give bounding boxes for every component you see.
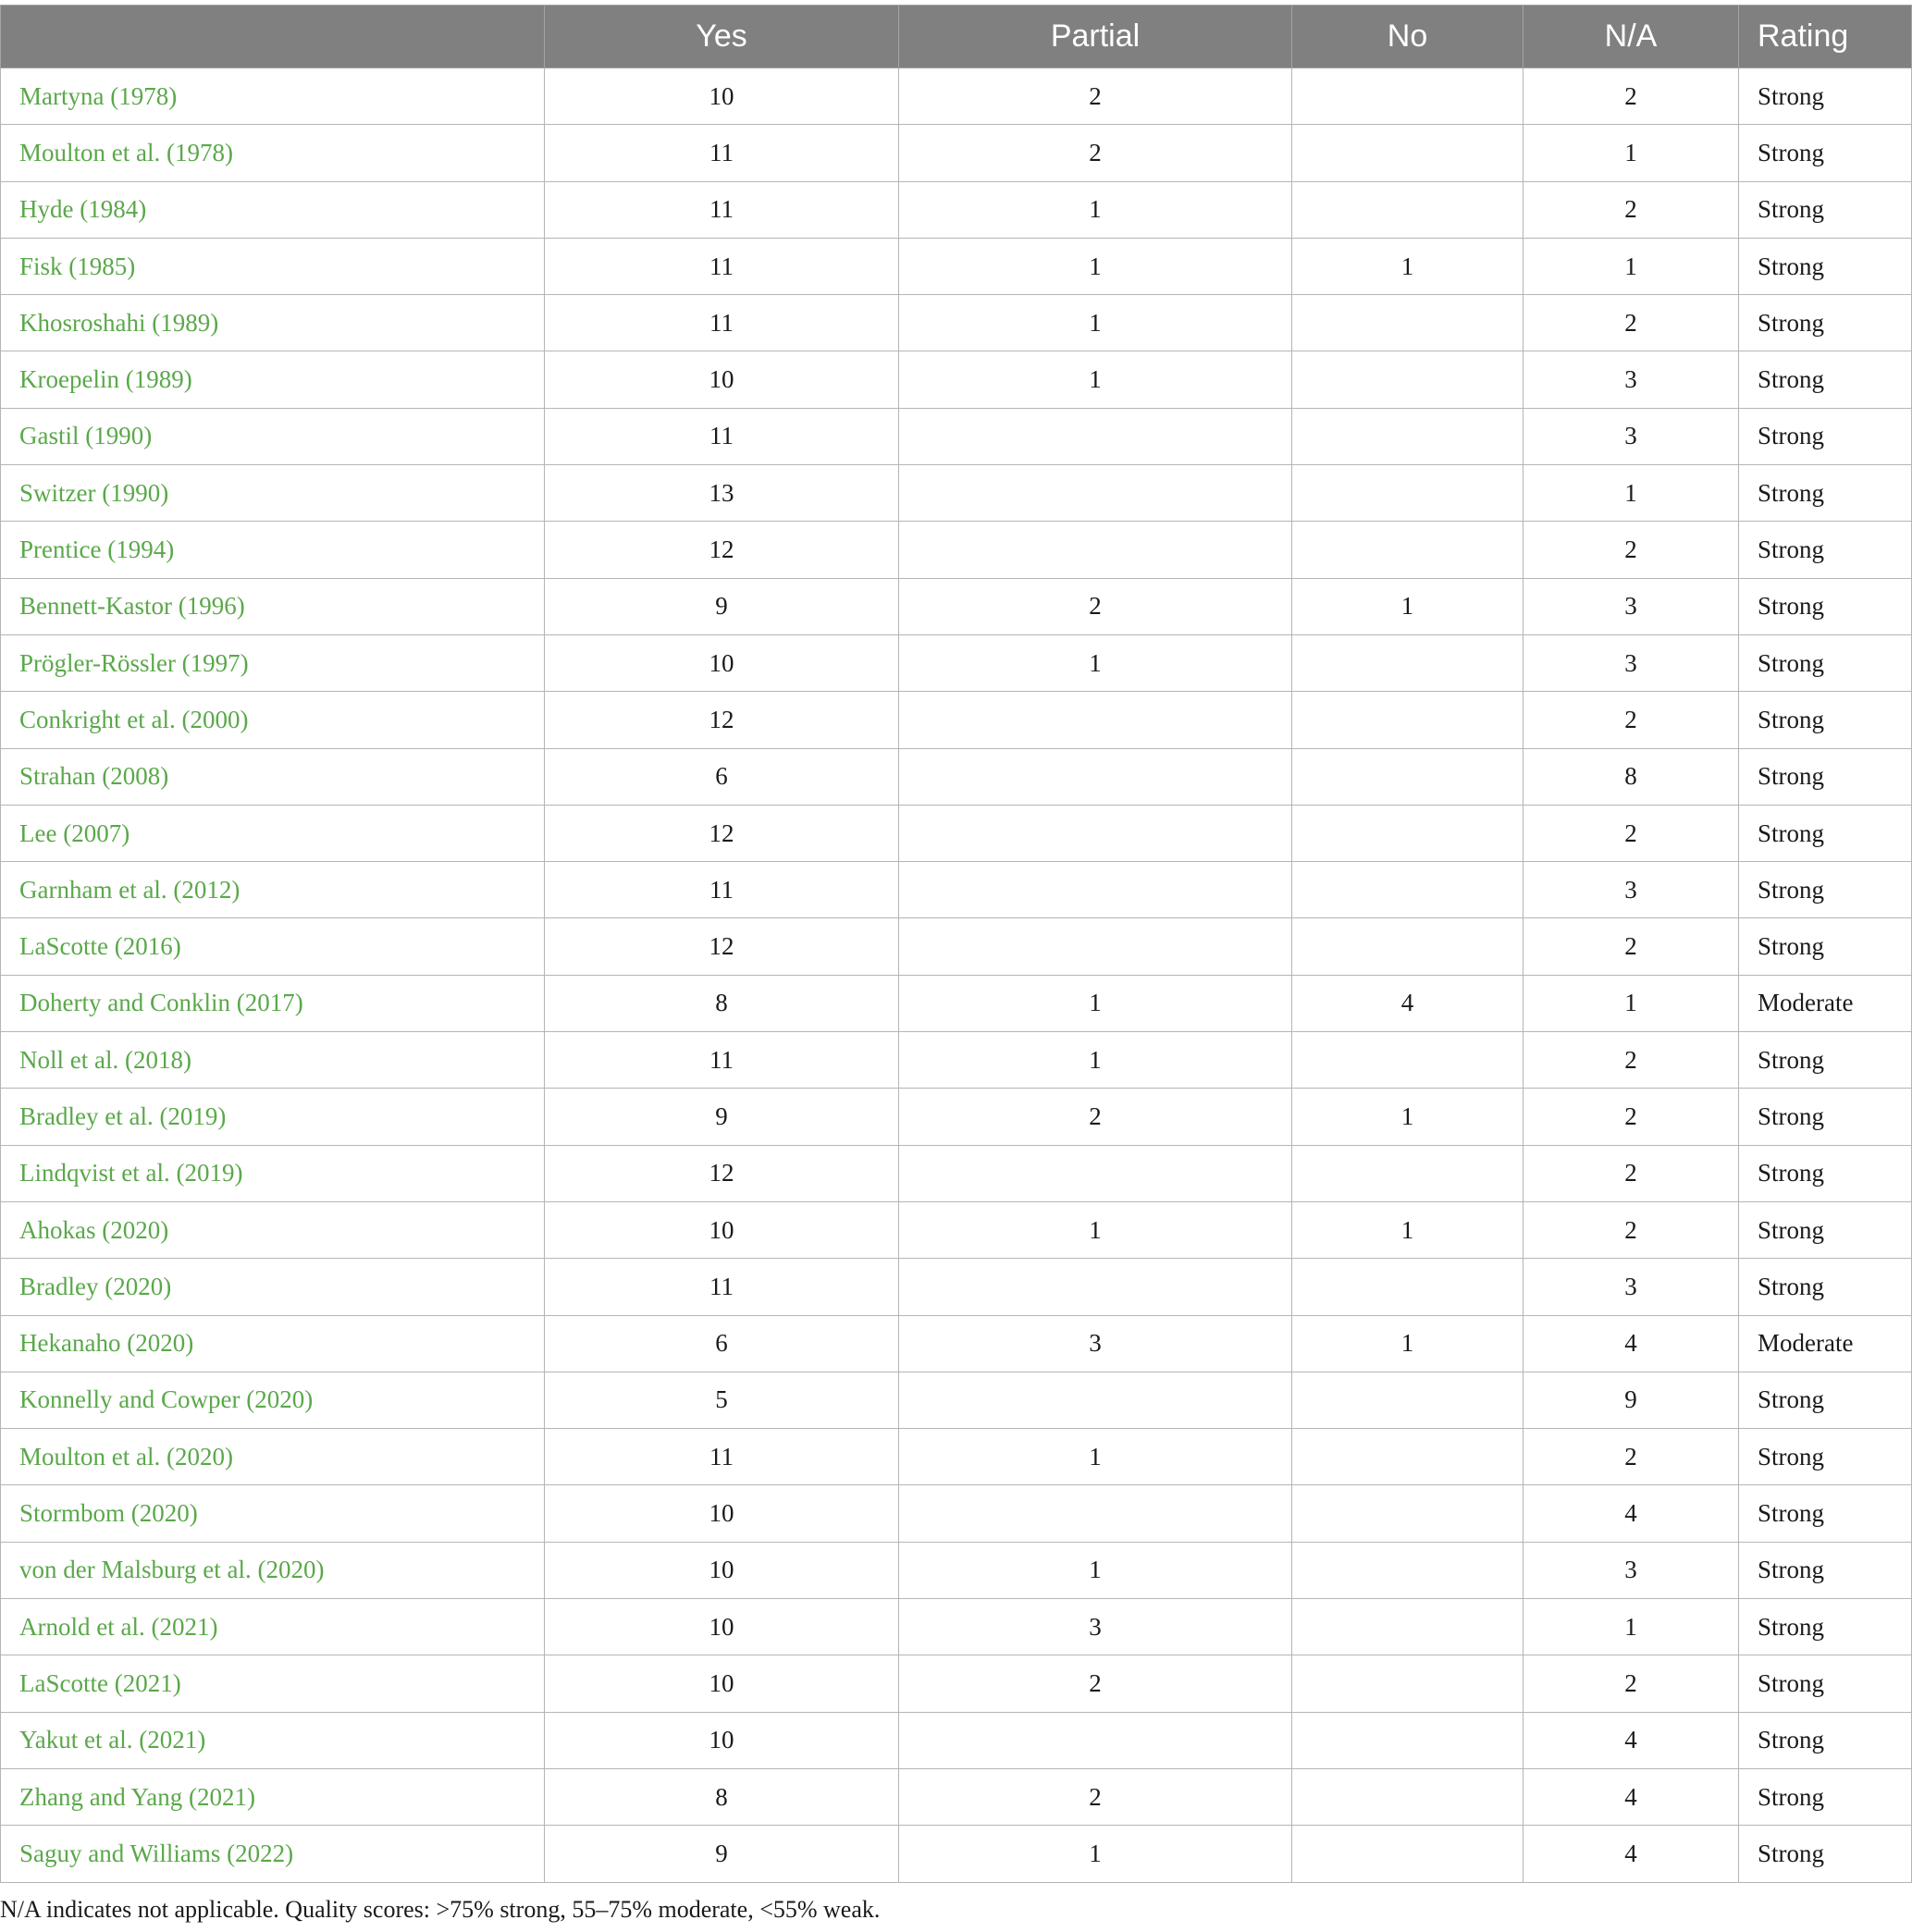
partial-count: 1 bbox=[899, 634, 1292, 691]
no-count bbox=[1292, 918, 1523, 975]
study-link[interactable]: Bradley et al. (2019) bbox=[1, 1089, 545, 1145]
table-row bbox=[1, 465, 1912, 522]
study-link[interactable]: Prentice (1994) bbox=[1, 522, 545, 578]
table-header bbox=[1, 6, 1912, 68]
rating-value: Strong bbox=[1739, 748, 1912, 805]
yes-count: 11 bbox=[545, 295, 899, 351]
na-count: 1 bbox=[1523, 238, 1739, 294]
study-link[interactable]: Kroepelin (1989) bbox=[1, 351, 545, 408]
rating-value: Strong bbox=[1739, 351, 1912, 408]
yes-count: 11 bbox=[545, 862, 899, 918]
partial-count: 1 bbox=[899, 295, 1292, 351]
partial-count: 1 bbox=[899, 975, 1292, 1031]
no-count: 1 bbox=[1292, 578, 1523, 634]
study-link[interactable]: Arnold et al. (2021) bbox=[1, 1599, 545, 1655]
partial-count: 2 bbox=[899, 125, 1292, 181]
no-count bbox=[1292, 1259, 1523, 1315]
rating-value: Strong bbox=[1739, 295, 1912, 351]
na-count: 2 bbox=[1523, 68, 1739, 125]
study-link[interactable]: Prögler-Rössler (1997) bbox=[1, 634, 545, 691]
yes-count: 11 bbox=[545, 408, 899, 464]
table-row bbox=[1, 862, 1912, 918]
table-row bbox=[1, 125, 1912, 181]
partial-count: 1 bbox=[899, 351, 1292, 408]
no-count bbox=[1292, 295, 1523, 351]
no-count bbox=[1292, 1768, 1523, 1825]
partial-count bbox=[899, 692, 1292, 748]
partial-count: 2 bbox=[899, 1768, 1292, 1825]
no-count: 1 bbox=[1292, 1201, 1523, 1258]
table-row bbox=[1, 805, 1912, 861]
header-no: No bbox=[1292, 6, 1523, 68]
na-count: 2 bbox=[1523, 1089, 1739, 1145]
rating-value: Strong bbox=[1739, 1712, 1912, 1768]
study-link[interactable]: Martyna (1978) bbox=[1, 68, 545, 125]
yes-count: 10 bbox=[545, 1599, 899, 1655]
na-count: 2 bbox=[1523, 1032, 1739, 1089]
yes-count: 10 bbox=[545, 1201, 899, 1258]
table-row bbox=[1, 578, 1912, 634]
rating-value: Strong bbox=[1739, 805, 1912, 861]
no-count bbox=[1292, 1542, 1523, 1598]
yes-count: 5 bbox=[545, 1372, 899, 1428]
no-count bbox=[1292, 522, 1523, 578]
rating-value: Strong bbox=[1739, 862, 1912, 918]
yes-count: 10 bbox=[545, 1542, 899, 1598]
rating-value: Strong bbox=[1739, 634, 1912, 691]
rating-value: Moderate bbox=[1739, 975, 1912, 1031]
rating-value: Strong bbox=[1739, 578, 1912, 634]
study-link[interactable]: Bradley (2020) bbox=[1, 1259, 545, 1315]
study-link[interactable]: Strahan (2008) bbox=[1, 748, 545, 805]
no-count bbox=[1292, 68, 1523, 125]
rating-value: Strong bbox=[1739, 238, 1912, 294]
table-row bbox=[1, 68, 1912, 125]
na-count: 3 bbox=[1523, 1259, 1739, 1315]
quality-assessment-table bbox=[0, 5, 1912, 1883]
partial-count: 2 bbox=[899, 1655, 1292, 1712]
partial-count bbox=[899, 1372, 1292, 1428]
study-link[interactable]: Switzer (1990) bbox=[1, 465, 545, 522]
table-row bbox=[1, 1542, 1912, 1598]
no-count: 1 bbox=[1292, 1089, 1523, 1145]
study-link[interactable]: Yakut et al. (2021) bbox=[1, 1712, 545, 1768]
yes-count: 12 bbox=[545, 918, 899, 975]
na-count: 2 bbox=[1523, 1145, 1739, 1201]
na-count: 3 bbox=[1523, 862, 1739, 918]
na-count: 1 bbox=[1523, 465, 1739, 522]
na-count: 4 bbox=[1523, 1826, 1739, 1882]
yes-count: 6 bbox=[545, 748, 899, 805]
yes-count: 11 bbox=[545, 238, 899, 294]
study-link[interactable]: LaScotte (2021) bbox=[1, 1655, 545, 1712]
table-row bbox=[1, 1145, 1912, 1201]
header-rating: Rating bbox=[1739, 6, 1912, 68]
rating-value: Strong bbox=[1739, 1485, 1912, 1542]
yes-count: 10 bbox=[545, 1655, 899, 1712]
study-link[interactable]: Hekanaho (2020) bbox=[1, 1315, 545, 1372]
study-link[interactable]: Garnham et al. (2012) bbox=[1, 862, 545, 918]
partial-count bbox=[899, 408, 1292, 464]
yes-count: 10 bbox=[545, 634, 899, 691]
yes-count: 8 bbox=[545, 975, 899, 1031]
na-count: 2 bbox=[1523, 1655, 1739, 1712]
yes-count: 11 bbox=[545, 125, 899, 181]
table-row bbox=[1, 692, 1912, 748]
table-body bbox=[1, 68, 1912, 1883]
partial-count: 1 bbox=[899, 1032, 1292, 1089]
na-count: 9 bbox=[1523, 1372, 1739, 1428]
study-link[interactable]: Konnelly and Cowper (2020) bbox=[1, 1372, 545, 1428]
no-count bbox=[1292, 1712, 1523, 1768]
no-count bbox=[1292, 1485, 1523, 1542]
no-count bbox=[1292, 1655, 1523, 1712]
no-count bbox=[1292, 1145, 1523, 1201]
partial-count: 1 bbox=[899, 1542, 1292, 1598]
study-link[interactable]: Zhang and Yang (2021) bbox=[1, 1768, 545, 1825]
rating-value: Strong bbox=[1739, 1542, 1912, 1598]
no-count bbox=[1292, 1826, 1523, 1882]
no-count: 1 bbox=[1292, 1315, 1523, 1372]
table-row bbox=[1, 1372, 1912, 1428]
table-row bbox=[1, 351, 1912, 408]
rating-value: Strong bbox=[1739, 918, 1912, 975]
partial-count: 2 bbox=[899, 578, 1292, 634]
table-row bbox=[1, 522, 1912, 578]
yes-count: 12 bbox=[545, 522, 899, 578]
no-count bbox=[1292, 465, 1523, 522]
table-row bbox=[1, 1655, 1912, 1712]
rating-value: Strong bbox=[1739, 1145, 1912, 1201]
yes-count: 12 bbox=[545, 805, 899, 861]
study-link[interactable]: Fisk (1985) bbox=[1, 238, 545, 294]
study-link[interactable]: Moulton et al. (2020) bbox=[1, 1429, 545, 1485]
no-count bbox=[1292, 805, 1523, 861]
partial-count bbox=[899, 1145, 1292, 1201]
study-link[interactable]: Saguy and Williams (2022) bbox=[1, 1826, 545, 1882]
rating-value: Strong bbox=[1739, 408, 1912, 464]
na-count: 4 bbox=[1523, 1712, 1739, 1768]
yes-count: 10 bbox=[545, 351, 899, 408]
na-count: 2 bbox=[1523, 805, 1739, 861]
study-link[interactable]: Lee (2007) bbox=[1, 805, 545, 861]
rating-value: Strong bbox=[1739, 68, 1912, 125]
no-count bbox=[1292, 1599, 1523, 1655]
table-row bbox=[1, 1599, 1912, 1655]
study-link[interactable]: Hyde (1984) bbox=[1, 181, 545, 238]
study-link[interactable]: Bennett-Kastor (1996) bbox=[1, 578, 545, 634]
table-row bbox=[1, 408, 1912, 464]
no-count bbox=[1292, 692, 1523, 748]
partial-count bbox=[899, 918, 1292, 975]
study-link[interactable]: Moulton et al. (1978) bbox=[1, 125, 545, 181]
header-row bbox=[1, 6, 1912, 68]
no-count bbox=[1292, 862, 1523, 918]
no-count bbox=[1292, 125, 1523, 181]
partial-count: 2 bbox=[899, 1089, 1292, 1145]
partial-count bbox=[899, 1485, 1292, 1542]
rating-value: Strong bbox=[1739, 125, 1912, 181]
partial-count: 1 bbox=[899, 238, 1292, 294]
header-na: N/A bbox=[1523, 6, 1739, 68]
no-count bbox=[1292, 634, 1523, 691]
yes-count: 9 bbox=[545, 1826, 899, 1882]
yes-count: 12 bbox=[545, 692, 899, 748]
na-count: 1 bbox=[1523, 125, 1739, 181]
table-row bbox=[1, 1315, 1912, 1372]
partial-count bbox=[899, 1712, 1292, 1768]
yes-count: 10 bbox=[545, 1485, 899, 1542]
table-row bbox=[1, 1485, 1912, 1542]
no-count bbox=[1292, 748, 1523, 805]
no-count: 4 bbox=[1292, 975, 1523, 1031]
table-row bbox=[1, 1826, 1912, 1882]
table-row bbox=[1, 238, 1912, 294]
na-count: 1 bbox=[1523, 975, 1739, 1031]
na-count: 2 bbox=[1523, 918, 1739, 975]
na-count: 3 bbox=[1523, 578, 1739, 634]
partial-count: 1 bbox=[899, 1201, 1292, 1258]
yes-count: 6 bbox=[545, 1315, 899, 1372]
na-count: 2 bbox=[1523, 181, 1739, 238]
table-row bbox=[1, 1201, 1912, 1258]
rating-value: Strong bbox=[1739, 465, 1912, 522]
study-link[interactable]: Noll et al. (2018) bbox=[1, 1032, 545, 1089]
na-count: 4 bbox=[1523, 1315, 1739, 1372]
na-count: 1 bbox=[1523, 1599, 1739, 1655]
na-count: 3 bbox=[1523, 408, 1739, 464]
table-row bbox=[1, 1259, 1912, 1315]
study-link[interactable]: Lindqvist et al. (2019) bbox=[1, 1145, 545, 1201]
yes-count: 10 bbox=[545, 1712, 899, 1768]
rating-value: Strong bbox=[1739, 1599, 1912, 1655]
table-row bbox=[1, 1032, 1912, 1089]
na-count: 2 bbox=[1523, 522, 1739, 578]
partial-count bbox=[899, 465, 1292, 522]
study-link[interactable]: von der Malsburg et al. (2020) bbox=[1, 1542, 545, 1598]
study-link[interactable]: LaScotte (2016) bbox=[1, 918, 545, 975]
table-row bbox=[1, 1712, 1912, 1768]
rating-value: Strong bbox=[1739, 1429, 1912, 1485]
no-count bbox=[1292, 1032, 1523, 1089]
study-link[interactable]: Doherty and Conklin (2017) bbox=[1, 975, 545, 1031]
no-count bbox=[1292, 1429, 1523, 1485]
table-row bbox=[1, 181, 1912, 238]
partial-count bbox=[899, 748, 1292, 805]
study-link[interactable]: Khosroshahi (1989) bbox=[1, 295, 545, 351]
no-count bbox=[1292, 408, 1523, 464]
rating-value: Strong bbox=[1739, 1089, 1912, 1145]
no-count bbox=[1292, 181, 1523, 238]
yes-count: 9 bbox=[545, 578, 899, 634]
partial-count bbox=[899, 522, 1292, 578]
partial-count: 1 bbox=[899, 181, 1292, 238]
study-link[interactable]: Conkright et al. (2000) bbox=[1, 692, 545, 748]
header-study bbox=[1, 6, 545, 68]
partial-count: 1 bbox=[899, 1429, 1292, 1485]
study-link[interactable]: Ahokas (2020) bbox=[1, 1201, 545, 1258]
partial-count: 1 bbox=[899, 1826, 1292, 1882]
yes-count: 12 bbox=[545, 1145, 899, 1201]
partial-count bbox=[899, 862, 1292, 918]
rating-value: Strong bbox=[1739, 1655, 1912, 1712]
na-count: 3 bbox=[1523, 1542, 1739, 1598]
table-row bbox=[1, 1089, 1912, 1145]
rating-value: Strong bbox=[1739, 1259, 1912, 1315]
yes-count: 9 bbox=[545, 1089, 899, 1145]
na-count: 8 bbox=[1523, 748, 1739, 805]
yes-count: 8 bbox=[545, 1768, 899, 1825]
study-link[interactable]: Stormbom (2020) bbox=[1, 1485, 545, 1542]
rating-value: Strong bbox=[1739, 692, 1912, 748]
na-count: 3 bbox=[1523, 351, 1739, 408]
yes-count: 11 bbox=[545, 1032, 899, 1089]
na-count: 4 bbox=[1523, 1485, 1739, 1542]
rating-value: Strong bbox=[1739, 1201, 1912, 1258]
yes-count: 11 bbox=[545, 181, 899, 238]
header-yes: Yes bbox=[545, 6, 899, 68]
yes-count: 11 bbox=[545, 1259, 899, 1315]
na-count: 2 bbox=[1523, 1201, 1739, 1258]
rating-value: Strong bbox=[1739, 1826, 1912, 1882]
partial-count bbox=[899, 1259, 1292, 1315]
rating-value: Strong bbox=[1739, 1372, 1912, 1428]
rating-value: Strong bbox=[1739, 522, 1912, 578]
table-row bbox=[1, 634, 1912, 691]
table-row bbox=[1, 295, 1912, 351]
na-count: 3 bbox=[1523, 634, 1739, 691]
rating-value: Moderate bbox=[1739, 1315, 1912, 1372]
table-row bbox=[1, 748, 1912, 805]
partial-count: 3 bbox=[899, 1599, 1292, 1655]
rating-value: Strong bbox=[1739, 1768, 1912, 1825]
no-count bbox=[1292, 351, 1523, 408]
na-count: 2 bbox=[1523, 295, 1739, 351]
partial-count bbox=[899, 805, 1292, 861]
partial-count: 3 bbox=[899, 1315, 1292, 1372]
yes-count: 13 bbox=[545, 465, 899, 522]
table-row bbox=[1, 1768, 1912, 1825]
table-row bbox=[1, 1429, 1912, 1485]
na-count: 2 bbox=[1523, 1429, 1739, 1485]
header-partial: Partial bbox=[899, 6, 1292, 68]
rating-value: Strong bbox=[1739, 181, 1912, 238]
na-count: 2 bbox=[1523, 692, 1739, 748]
rating-value: Strong bbox=[1739, 1032, 1912, 1089]
table-row bbox=[1, 918, 1912, 975]
yes-count: 10 bbox=[545, 68, 899, 125]
table-footnote: N/A indicates not applicable. Quality scores: >75% strong, 55–75% moderate, <55% weak. bbox=[0, 1896, 881, 1923]
no-count bbox=[1292, 1372, 1523, 1428]
yes-count: 11 bbox=[545, 1429, 899, 1485]
partial-count: 2 bbox=[899, 68, 1292, 125]
table-row bbox=[1, 975, 1912, 1031]
no-count: 1 bbox=[1292, 238, 1523, 294]
study-link[interactable]: Gastil (1990) bbox=[1, 408, 545, 464]
na-count: 4 bbox=[1523, 1768, 1739, 1825]
